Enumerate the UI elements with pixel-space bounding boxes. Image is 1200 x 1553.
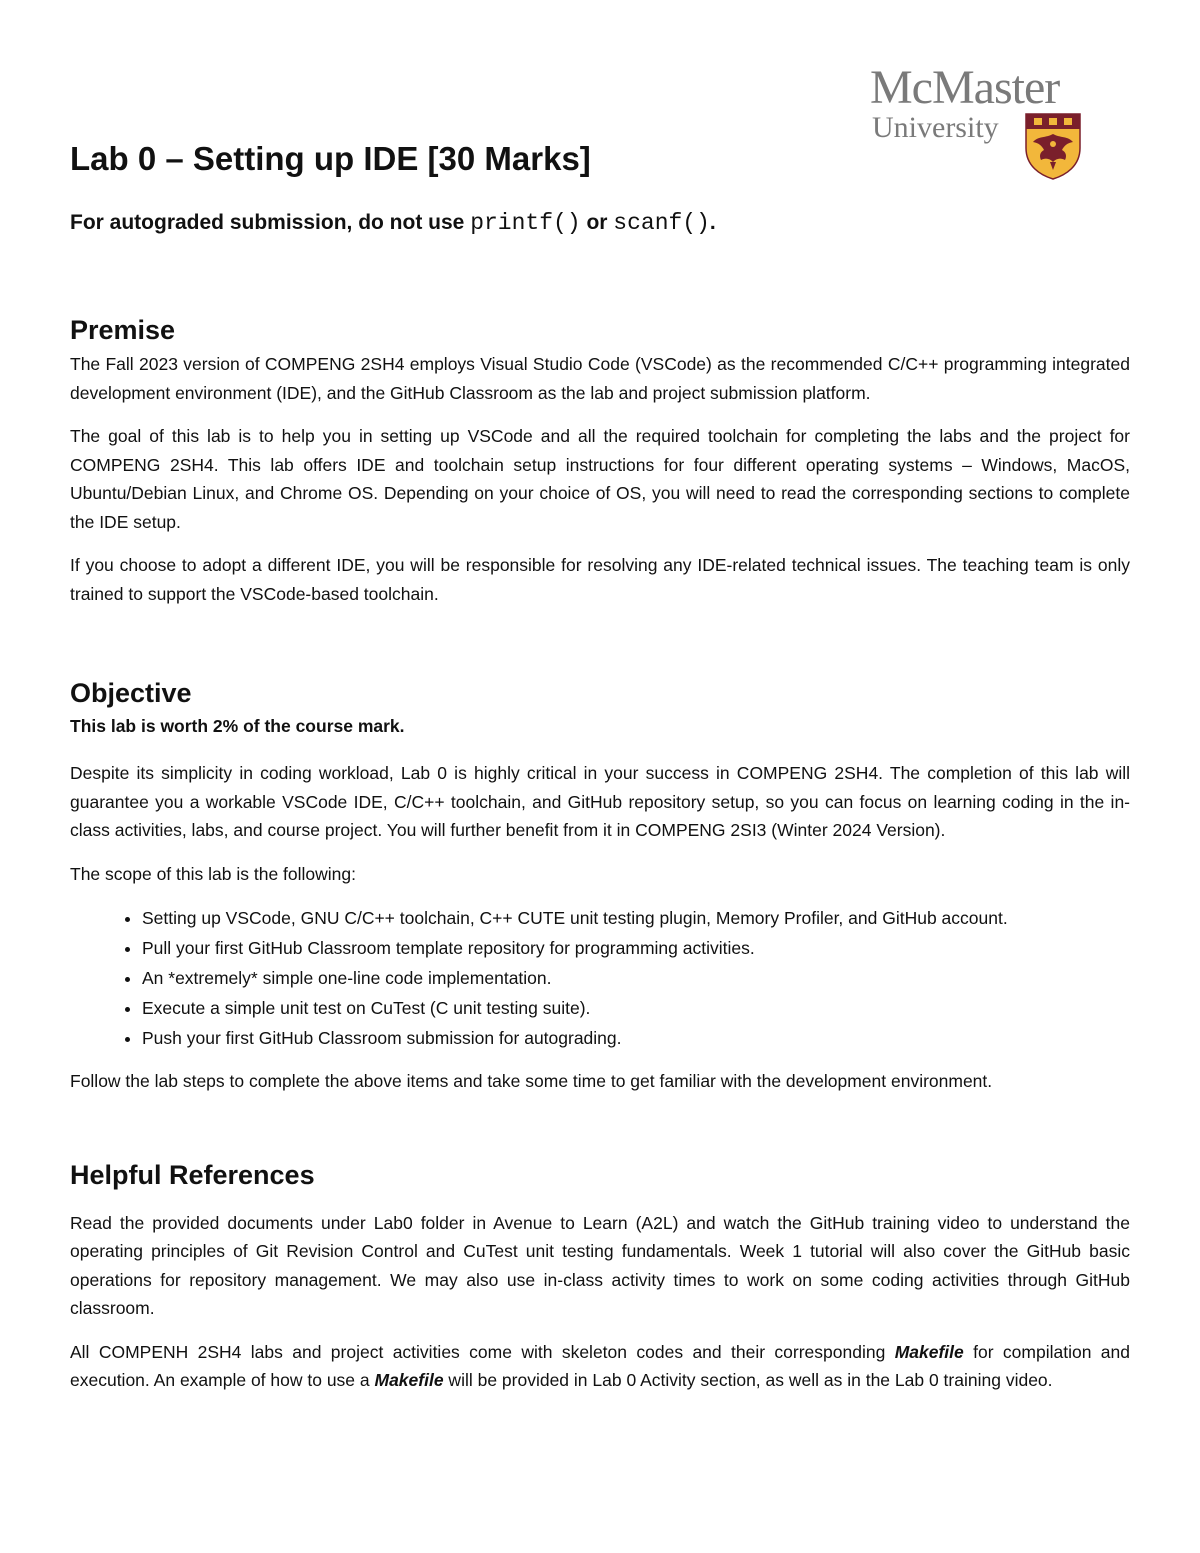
list-item: • Setting up VSCode, GNU C/C++ toolchain, C++ CUTE unit testing plugin, Memory Profiler, and GitHub account.: [142, 903, 1130, 933]
references-paragraph-2: [70, 1338, 1130, 1395]
warning-or: or: [580, 211, 614, 234]
code-scanf: scanf(): [613, 210, 710, 236]
objective-heading: Objective: [70, 678, 192, 708]
autograde-warning: [70, 210, 716, 236]
ref-p2-part-c: will be provided in Lab 0 Activity section, as well as in the Lab 0 training video.: [443, 1370, 1053, 1390]
crest-icon: [1024, 112, 1082, 180]
makefile-term: Makefile: [894, 1341, 964, 1362]
code-printf: printf(): [470, 210, 581, 236]
scope-list: [70, 903, 1130, 1053]
page-title: Lab 0 – Setting up IDE [30 Marks]: [70, 140, 591, 177]
list-item: • Execute a simple unit test on CuTest (C unit testing suite).: [142, 993, 1130, 1023]
document-body: [70, 310, 1130, 1395]
objective-worth: This lab is worth 2% of the course mark.: [70, 716, 405, 736]
list-item: • Pull your first GitHub Classroom template repository for programming activities.: [142, 933, 1130, 963]
premise-heading: Premise: [70, 315, 176, 345]
objective-scope-intro: The scope of this lab is the following:: [70, 863, 356, 884]
ref-p2-part-b: for compilation and execution. An example of how to use a: [70, 1341, 1130, 1390]
premise-paragraph-3: If you choose to adopt a different IDE, you will be responsible for resolving any IDE-related technical issues. The teaching team is only trained to support the VSCode-based toolchain.: [70, 555, 1130, 604]
ref-p2-part-a: All COMPENH 2SH4 labs and project activities come with skeleton codes and their corresponding: [70, 1341, 895, 1362]
logo-wordmark-line1: McMaster: [870, 61, 1060, 114]
list-item: • An *extremely* simple one-line code implementation.: [142, 963, 1130, 993]
warning-end: .: [709, 211, 716, 234]
logo-wordmark-line2: University: [872, 111, 999, 144]
makefile-term: Makefile: [374, 1370, 444, 1390]
premise-paragraph-1: The Fall 2023 version of COMPENG 2SH4 employs Visual Studio Code (VSCode) as the recommended C/C++ programming integrated development environment (IDE), and the GitHub Classroom as the lab and project submission platform.: [70, 354, 1130, 403]
objective-paragraph: Despite its simplicity in coding workload, Lab 0 is highly critical in your success in COMPENG 2SH4. The completion of this lab will guarantee you a workable VSCode IDE, C/C++ toolchain, and GitHub repository setup, so you can focus on learning coding in the in-class activities, labs, and course project. You will further benefit from it in COMPENG 2SI3 (Winter 2024 Version).: [70, 763, 1130, 840]
list-item: • Push your first GitHub Classroom submission for autograding.: [142, 1023, 1130, 1053]
warning-lead: For autograded submission, do not use: [70, 211, 471, 234]
objective-follow: Follow the lab steps to complete the above items and take some time to get familiar with the development environment.: [70, 1071, 993, 1091]
references-paragraph-1: Read the provided documents under Lab0 folder in Avenue to Learn (A2L) and watch the GitHub training video to understand the operating principles of Git Revision Control and CuTest unit testing fundamentals. Week 1 tutorial will also cover the GitHub basic operations for repository management. We may also use in-class activity times to work on some coding activities through GitHub classroom.: [70, 1212, 1130, 1318]
references-heading: Helpful References: [70, 1159, 315, 1190]
mcmaster-logo: [866, 62, 1086, 180]
premise-paragraph-2: The goal of this lab is to help you in setting up VSCode and all the required toolchain for completing the labs and the project for COMPENG 2SH4. This lab offers IDE and toolchain setup instructions for four different operating systems – Windows, MacOS, Ubuntu/Debian Linux, and Chrome OS. Depending on your choice of OS, you will need to read the corresponding sections to complete the IDE setup.: [70, 426, 1130, 532]
